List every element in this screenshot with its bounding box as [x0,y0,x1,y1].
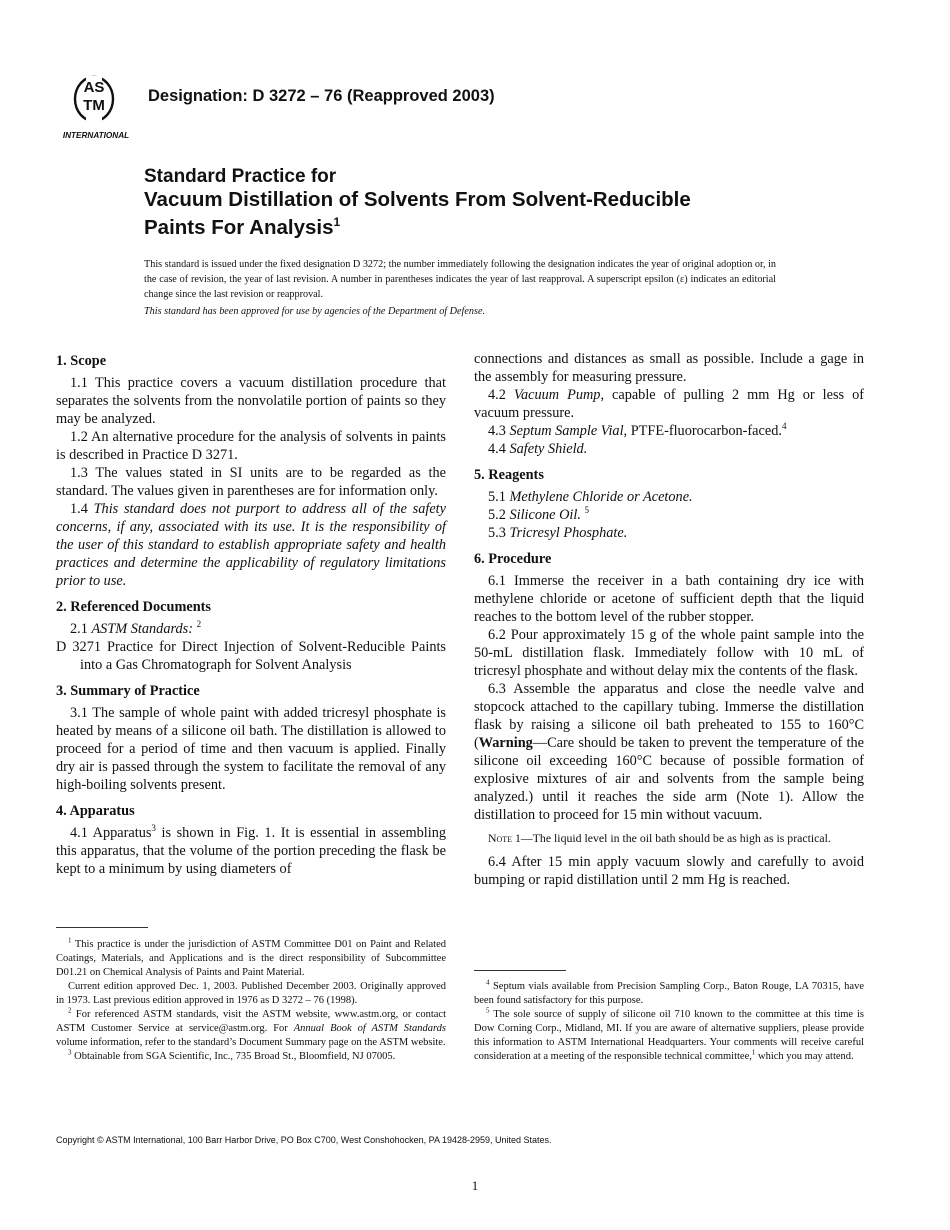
apparatus-heading: 4. Apparatus [56,803,135,819]
logo-letters-bottom: TM [83,97,105,114]
title-line-2: Vacuum Distillation of Solvents From Solvent-Reducible [144,188,691,211]
footnote-4: $^4$ Septum vials available from Precision Sampling Corp., Baton Rouge, LA 70315, have been found satisfactory for this purpose. [474,978,864,1006]
procedure-6-3: 6.3 Assemble the apparatus and close the needle valve and stopcock attached to the capillary tubing. Immerse the distillation flask by raising a silicone oil bath preheated to 155 to 160°C (Warning—Care should be taken to prevent the temperature of the silicone oil exceeding 160°C because of possible formation of explosive mixtures of air and solvents from the sample being analyzed.) until it reaches the side arm (Note 1). Allow the distillation to proceed for 15 min without vacuum. [474,681,864,823]
footnote-1b: Current edition approved Dec. 1, 2003. Published December 2003. Originally approved in 1973. Last previous edition approved in 1976 as D 3272 – 76 (1998). [56,981,446,1006]
title-line-3: Paints For Analysis$^1$ [144,215,341,239]
title-footnote-ref: 1 [333,215,341,229]
refdocs-heading: 2. Referenced Documents [56,599,211,615]
apparatus-4-2: 4.2 Vacuum Pump, capable of pulling 2 mm Hg or less of vacuum pressure. [474,387,864,421]
scope-1-2: 1.2 An alternative procedure for the analysis of solvents in paints is described in Practice D 3271. [56,429,446,463]
apparatus-4-1-cont: connections and distances as small as possible. Include a gage in the assembly for measuring pressure. [474,351,864,385]
logo-letters-top: AS [83,79,105,96]
reagents-5-2: 5.2 Silicone Oil. $^5$ [488,505,590,523]
footnote-2: $^2$ For referenced ASTM standards, visit the ASTM website, www.astm.org, or contact ASTM Customer Service at service@astm.org. For Annual Book of ASTM Standards volume information, refer to the standard’s Document Summary page on the ASTM website. [56,1006,446,1048]
footnote-5: $^5$ The sole source of supply of silicone oil 710 known to the committee at this time is Dow Corning Corp., Midland, MI. If you are aware of alternative suppliers, please provide this information to ASTM International Headquarters. Your comments will receive careful consideration at a meeting of the responsible technical committee,$^1$ which you may attend. [474,1006,864,1062]
note-1: Note 1—The liquid level in the oil bath should be as high as is practical. [488,831,831,845]
title-block [144,166,844,239]
right-column [474,350,864,889]
apparatus-4-4: 4.4 Safety Shield. [488,441,588,457]
apparatus-4-1: 4.1 Apparatus$^3$ is shown in Fig. 1. It is essential in assembling this apparatus, that the volume of the portion preceding the flask be kept to a minimum by using diameters of [56,823,446,877]
designation: Designation: D 3272 – 76 (Reapproved 2003) [148,87,495,105]
logo-subtext: INTERNATIONAL [62,131,130,140]
refdocs-d3271: D 3271 Practice for Direct Injection of Solvent-Reducible Paints into a Gas Chromatograph for Solvent Analysis [56,639,446,673]
reagents-5-1: 5.1 Methylene Chloride or Acetone. [488,489,693,505]
footnote-3: $^3$ Obtainable from SGA Scientific, Inc., 735 Broad St., Bloomfield, NJ 07005. [68,1048,396,1062]
apparatus-4-3: 4.3 Septum Sample Vial, PTFE-fluorocarbon-faced.$^4$ [488,421,787,439]
approved-text: This standard has been approved for use by agencies of the Department of Defense. [144,306,486,317]
reagents-5-3: 5.3 Tricresyl Phosphate. [488,525,628,541]
scope-1-3: 1.3 The values stated in SI units are to be regarded as the standard. The values given in parentheses are for information only. [56,465,446,499]
title-line-1: Standard Practice for [144,166,337,187]
scope-1-1: 1.1 This practice covers a vacuum distillation procedure that separates the solvents from the nonvolatile portion of paints so they may be analyzed. [56,375,446,427]
footnote-rule-left [56,927,148,928]
procedure-6-1: 6.1 Immerse the receiver in a bath containing dry ice with methylene chloride or acetone of sufficient depth that the liquid reaches to the bottom level of the rubber stopper. [474,573,864,625]
scope-1-4: 1.4 This standard does not purport to address all of the safety concerns, if any, associated with its use. It is the responsibility of the user of this standard to establish appropriate safety and health practices and determine the applicability of regulatory limitations prior to use. [56,501,446,589]
footnote-rule-right [474,970,566,971]
footnotes-left [56,938,446,1064]
procedure-6-2: 6.2 Pour approximately 15 g of the whole paint sample into the 50-mL distillation flask. Immediately follow with 10 mL of tricresyl phosphate and without delay mix the contents of the flask. [474,627,864,679]
issued-text: This standard is issued under the fixed designation D 3272; the number immediately following the designation indicates the year of original adoption or, in the case of revision, the year of last revision. A number in parentheses indicates the year of last reapproval. A superscript epsilon (ε) indicates an editorial change since the last revision or reapproval. [144,259,776,301]
page-number: 1 [471,1178,479,1193]
astm-logo [56,72,136,144]
procedure-6-4: 6.4 After 15 min apply vacuum slowly and carefully to avoid bumping or rapid distillation until 2 mm Hg is reached. [474,854,864,888]
summary-heading: 3. Summary of Practice [56,683,200,699]
footnote-1: $^1$ This practice is under the jurisdiction of ASTM Committee D01 on Paint and Related Coatings, Materials, and Applications and is the direct responsibility of Subcommittee D01.21 on Chemical Analysis of Paints and Paint Material. [56,936,446,978]
refdocs-2-1: 2.1 ASTM Standards: $^2$ [70,619,202,637]
scope-heading: 1. Scope [56,353,107,369]
copyright: Copyright © ASTM International, 100 Barr Harbor Drive, PO Box C700, West Conshohocken, PA 19428-2959, United States. [56,1135,552,1145]
footnotes-right [474,980,864,1064]
left-column [56,350,446,878]
summary-3-1: 3.1 The sample of whole paint with added tricresyl phosphate is heated by means of a silicone oil bath. The distillation is allowed to proceed for a period of time and then vacuum is applied. Finally dry air is passed through the system to facilitate the removal of any high-boiling solvents present. [56,705,446,793]
procedure-heading: 6. Procedure [474,551,552,567]
reagents-heading: 5. Reagents [474,467,544,483]
